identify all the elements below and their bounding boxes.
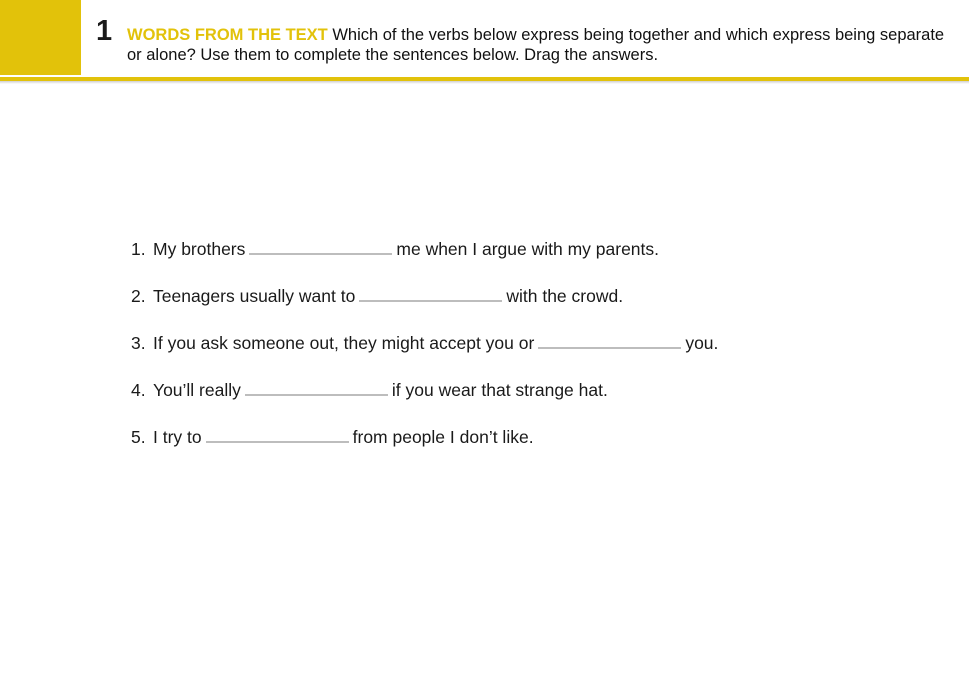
exercise-number: 1 — [96, 15, 113, 47]
sentence-number: 4. — [131, 380, 146, 400]
answer-drop-target-5[interactable] — [206, 427, 349, 443]
sentence-text-after: with the crowd. — [506, 286, 624, 306]
header-accent-block — [0, 0, 81, 75]
sentence-5 — [131, 425, 718, 472]
answer-drop-target-2[interactable] — [359, 286, 502, 302]
sentence-2 — [131, 284, 718, 331]
header-divider-shadow — [0, 81, 969, 84]
sentence-number: 5. — [131, 427, 146, 447]
answer-drop-target-1[interactable] — [249, 239, 392, 255]
sentence-4 — [131, 378, 718, 425]
sentence-3 — [131, 331, 718, 378]
sentence-list — [131, 237, 718, 472]
answer-drop-target-3[interactable] — [538, 333, 681, 349]
sentence-number: 2. — [131, 286, 146, 306]
sentence-text-after: you. — [685, 333, 719, 353]
sentence-1 — [131, 237, 718, 284]
sentence-text-after: if you wear that strange hat. — [391, 380, 608, 400]
answer-drop-target-4[interactable] — [245, 380, 388, 396]
sentence-number: 1. — [131, 239, 146, 259]
sentence-text-before: Teenagers usually want to — [153, 286, 356, 306]
exercise-header — [0, 0, 969, 79]
sentence-number: 3. — [131, 333, 146, 353]
sentence-text-before: You’ll really — [153, 380, 241, 400]
sentence-text-after: me when I argue with my parents. — [396, 239, 660, 259]
sentence-text-before: If you ask someone out, they might accept you or — [153, 333, 535, 353]
instruction-text: Which of the verbs below express being together and which express being separate or alone? Use them to complete the sentences below. Drag the answers. — [127, 26, 945, 64]
exercise-instruction — [127, 25, 947, 65]
exercise-title: WORDS FROM THE TEXT — [127, 26, 328, 44]
sentence-text-before: My brothers — [153, 239, 246, 259]
sentence-text-before: I try to — [153, 427, 202, 447]
sentence-text-after: from people I don’t like. — [352, 427, 534, 447]
